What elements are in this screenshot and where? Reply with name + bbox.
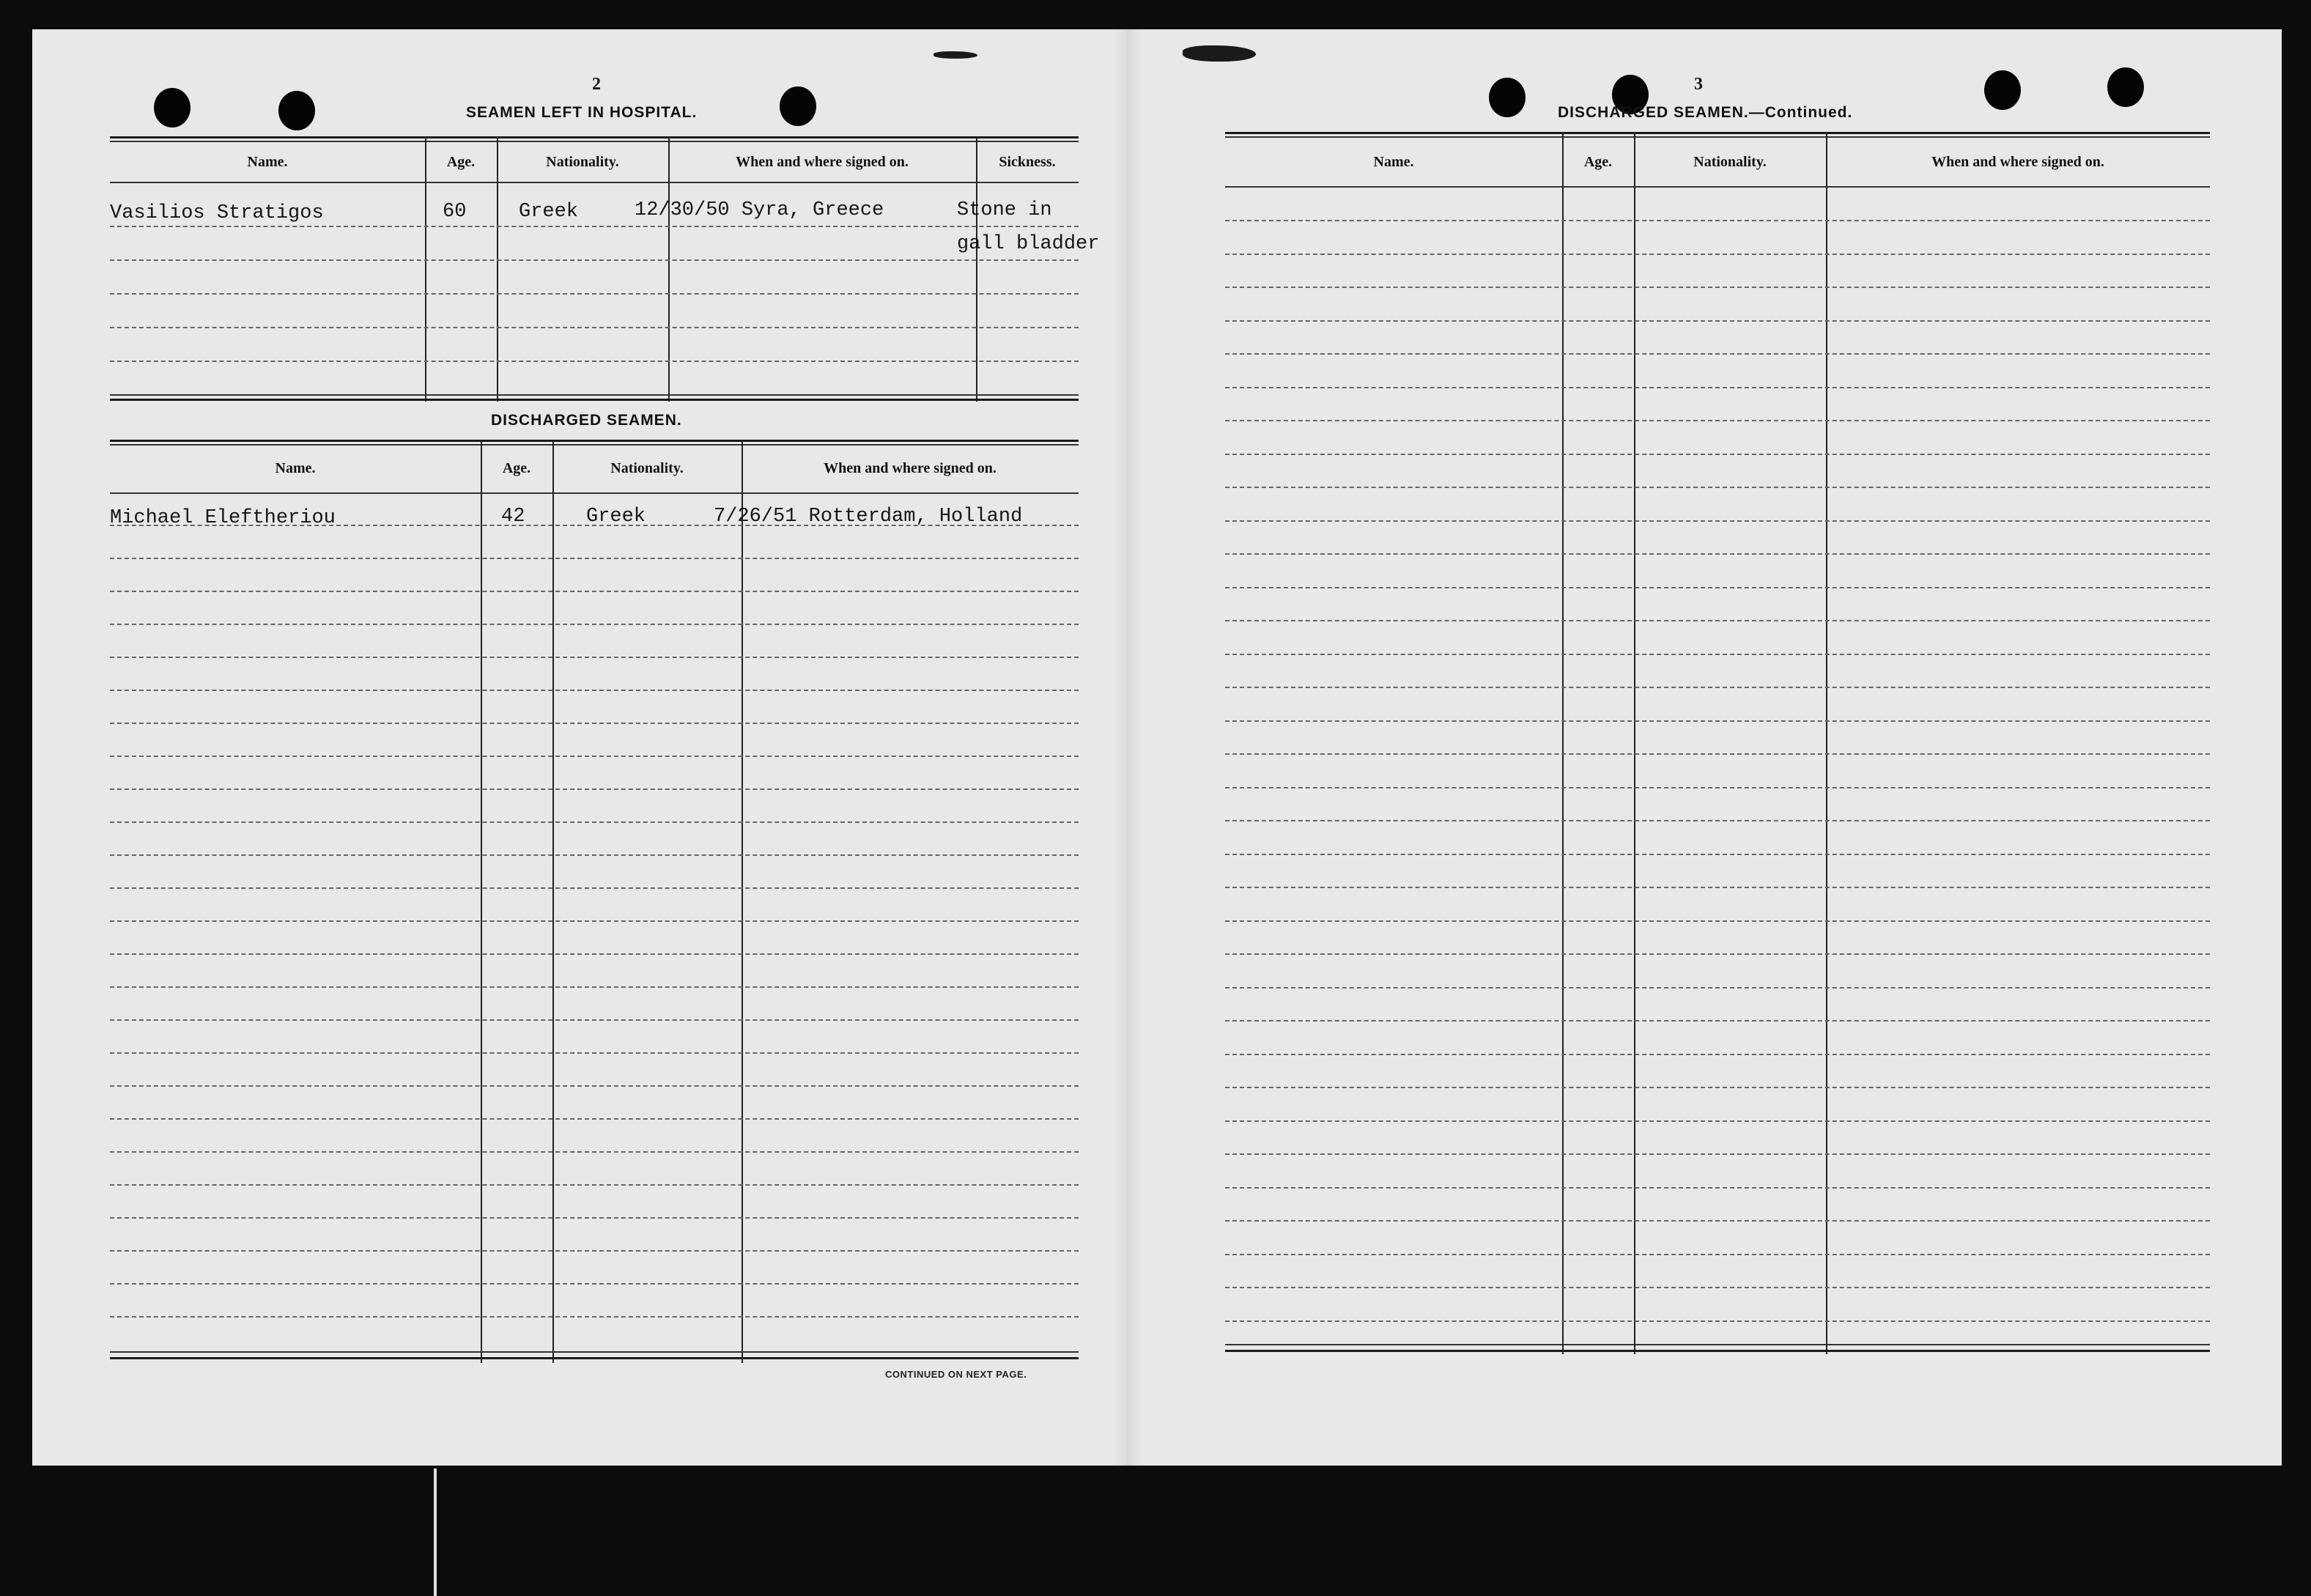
punch-hole: [2107, 67, 2144, 107]
discharged-name-cell: Michael Eleftheriou: [110, 507, 336, 529]
ruled-line: [110, 591, 1079, 592]
ruled-line: [1225, 620, 2210, 621]
ruled-line: [1225, 287, 2210, 288]
ruled-line: [1225, 753, 2210, 755]
ruled-line: [1225, 420, 2210, 421]
ruled-line: [1225, 587, 2210, 588]
ruled-line: [1225, 787, 2210, 788]
ruled-line: [110, 1052, 1079, 1054]
ruled-line: [110, 1316, 1079, 1318]
punch-hole: [1984, 70, 2021, 110]
column-header: When and where signed on.: [1931, 154, 2104, 170]
ruled-line: [110, 953, 1079, 955]
ruled-line: [110, 1151, 1079, 1153]
page-number: 3: [1694, 75, 1703, 94]
column-header: Nationality.: [546, 154, 619, 170]
ruled-line: [1225, 1153, 2210, 1155]
ruled-line: [1225, 854, 2210, 855]
ruled-line: [1225, 1220, 2210, 1222]
column-header: When and where signed on.: [736, 154, 909, 170]
discharged-table: [110, 440, 1079, 1363]
ruled-line: [1225, 1120, 2210, 1122]
column-header: Name.: [275, 460, 316, 476]
punch-hole: [780, 86, 816, 126]
column-header: Age.: [1583, 154, 1613, 170]
ruled-line: [1225, 320, 2210, 322]
discharged-age-cell: 42: [501, 506, 525, 528]
ruled-line: [1225, 987, 2210, 989]
column-header: Name.: [1373, 154, 1414, 170]
ruled-line: [1225, 1087, 2210, 1088]
ruled-line: [110, 1184, 1079, 1186]
tear-mark: [933, 51, 977, 59]
ruled-line: [110, 657, 1079, 658]
ruled-line: [1225, 220, 2210, 221]
ruled-line: [110, 1217, 1079, 1219]
discharged-signed-on-cell: 7/26/51 Rotterdam, Holland: [714, 506, 1023, 528]
hospital-nationality-cell: Greek: [519, 201, 579, 223]
ruled-line: [110, 788, 1079, 790]
hospital-table: [110, 136, 1079, 402]
ruled-line: [110, 1118, 1079, 1120]
ruled-line: [110, 755, 1079, 757]
column-header: Sickness.: [999, 154, 1056, 170]
discharged-section-title: DISCHARGED SEAMEN.: [491, 412, 682, 429]
ruled-line: [1225, 487, 2210, 488]
punch-hole: [154, 88, 191, 128]
hospital-sickness-line2: gall bladder: [957, 233, 1100, 255]
punch-hole: [1489, 78, 1526, 117]
column-header: Age.: [446, 154, 476, 170]
ruled-line: [1225, 1020, 2210, 1021]
right-section-title: DISCHARGED SEAMEN.—Continued.: [1558, 104, 1853, 121]
ruled-line: [1225, 1054, 2210, 1055]
discharged-continued-table: [1225, 132, 2210, 1354]
ruled-line: [1225, 553, 2210, 555]
ruled-line: [1225, 720, 2210, 722]
ruled-line: [110, 1250, 1079, 1252]
ruled-line: [110, 690, 1079, 691]
column-header: Nationality.: [610, 460, 684, 476]
ruled-line: [1225, 820, 2210, 821]
ruled-line: [1225, 654, 2210, 655]
discharged-nationality-cell: Greek: [586, 506, 646, 528]
ruled-line: [1225, 920, 2210, 922]
ruled-line: [1225, 887, 2210, 888]
ruled-line: [1225, 687, 2210, 688]
hospital-age-cell: 60: [443, 201, 467, 223]
ruled-line: [1225, 254, 2210, 255]
document-sheet: [32, 29, 2282, 1466]
ruled-line: [110, 1019, 1079, 1021]
ruled-line: [1225, 1287, 2210, 1288]
ruled-line: [1225, 953, 2210, 955]
tear-mark: [1183, 45, 1256, 62]
ruled-line: [110, 1283, 1079, 1285]
ruled-line: [110, 920, 1079, 922]
ruled-line: [110, 887, 1079, 889]
ruled-line: [1225, 1187, 2210, 1189]
punch-hole: [278, 91, 315, 130]
page-fold: [1113, 29, 1142, 1466]
hospital-signed-on-cell: 12/30/50 Syra, Greece: [635, 199, 884, 221]
page-number: 2: [592, 75, 601, 94]
ruled-line: [110, 821, 1079, 823]
hospital-section-title: SEAMEN LEFT IN HOSPITAL.: [466, 104, 698, 121]
ruled-line: [1225, 1254, 2210, 1255]
ruled-line: [110, 986, 1079, 988]
hospital-sickness-line1: Stone in: [957, 199, 1052, 221]
ruled-line: [110, 1085, 1079, 1087]
ruled-line: [1225, 353, 2210, 355]
hospital-name-cell: Vasilios Stratigos: [110, 202, 324, 224]
ruled-line: [110, 558, 1079, 559]
column-header: When and where signed on.: [824, 460, 996, 476]
column-header: Age.: [502, 460, 531, 476]
continued-note: CONTINUED ON NEXT PAGE.: [885, 1369, 1027, 1380]
ruled-line: [110, 723, 1079, 724]
ruled-line: [110, 624, 1079, 625]
column-header: Nationality.: [1693, 154, 1767, 170]
ruled-line: [110, 854, 1079, 856]
ruled-line: [1225, 454, 2210, 455]
ruled-line: [1225, 387, 2210, 388]
ruled-line: [1225, 1320, 2210, 1322]
ruled-line: [1225, 520, 2210, 522]
scan-artifact: [434, 1468, 437, 1596]
column-header: Name.: [247, 154, 288, 170]
